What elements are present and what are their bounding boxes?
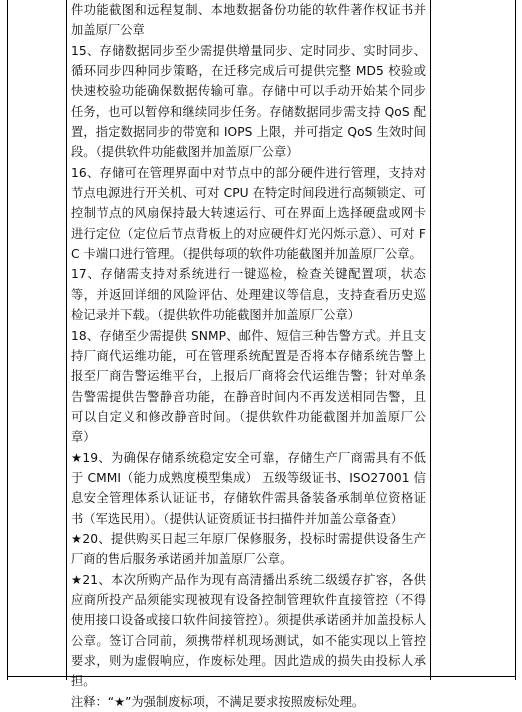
- paragraph-15: 15、存储数据同步至少需提供增量同步、定时同步、实时同步、循环同步四种同步策略，在迁移完成后可提供完整 MD5 校验或快速校验功能确保数据传输可靠。存储中可以手动开始某个同步任务，也可以暂停和继续同步任务。存储数据同步需支持 QoS 配置，指定数据同步的带宽和 IOPS 上限，并可指定 QoS 生效时间段。（提供软件功能截图并加盖原厂公章）: [71, 43, 426, 160]
- table-left-border: [7, 0, 8, 680]
- note-text: 注释：“★”为强制废标项，不满足要求按照废标处理。: [71, 694, 365, 709]
- paragraph-16: 16、存储可在管理界面中对节点中的部分硬件进行管理，支持对节点电源进行开关机、可对 CPU 在特定时间段进行高频锁定、可控制节点的风扇保持最大转速运行、可在界面上选择硬盘或网卡进行定位（定位后节点背板上的对应硬件灯光闪烁示意）、可对 FC 卡端口进行管理。（提供每项的软件功能截图并加盖原厂公章。: [71, 165, 426, 262]
- paragraph-20: ★20、提供购买日起三年原厂保修服务，投标时需提供设备生产厂商的售后服务承诺函并加盖原厂公章。: [71, 531, 426, 567]
- paragraph-17: 17、存储需支持对系统进行一键巡检，检查关键配置项，状态等，并返回详细的风险评估、处理建议等信息，支持查看历史巡检记录并下载。（提供软件功能截图并加盖原厂公章）: [71, 267, 426, 323]
- table-right-border: [515, 0, 516, 680]
- paragraph-18: 18、存储至少需提供 SNMP、邮件、短信三种告警方式。并且支持厂商代运维功能，可在管理系统配置是否将本存储系统告警上报至厂商告警运维平台，上报后厂商将会代运维告警；针对单条告警需提供告警静音功能，在静音时间内不再发送相同告警，且可以自定义和修改静音时间。（提供软件功能截图并加盖原厂公章）: [71, 328, 426, 445]
- table-column-divider-2: [430, 0, 431, 680]
- paragraph-21: ★21、本次所购产品作为现有高清播出系统二级缓存扩容，各供应商所投产品须能实现被现有设备控制管理软件直接管控（不得使用接口设备或接口软件间接管控）。须提供承诺函并加盖投标人公章。签订合同前，须携带样机现场测试，如不能实现以上管控要求，则为虚假响应，作废标处理。因此造成的损失由投标人承担。: [71, 572, 426, 689]
- paragraph-19: ★19、为确保存储系统稳定安全可靠，存储生产厂商需具有不低于 CMMI（能力成熟度模型集成） 五级等级证书、ISO27001 信息安全管理体系认证证书，存储软件需具备装备承制单位资格证书（军选民用）。（提供认证资质证书扫描件并加盖公章备查）: [71, 450, 426, 526]
- paragraph-14-tail: 件功能截图和远程复制、本地数据备份功能的软件著作权证书并加盖原厂公章: [71, 3, 426, 38]
- table-column-divider: [66, 0, 67, 680]
- requirements-cell: [71, 0, 426, 709]
